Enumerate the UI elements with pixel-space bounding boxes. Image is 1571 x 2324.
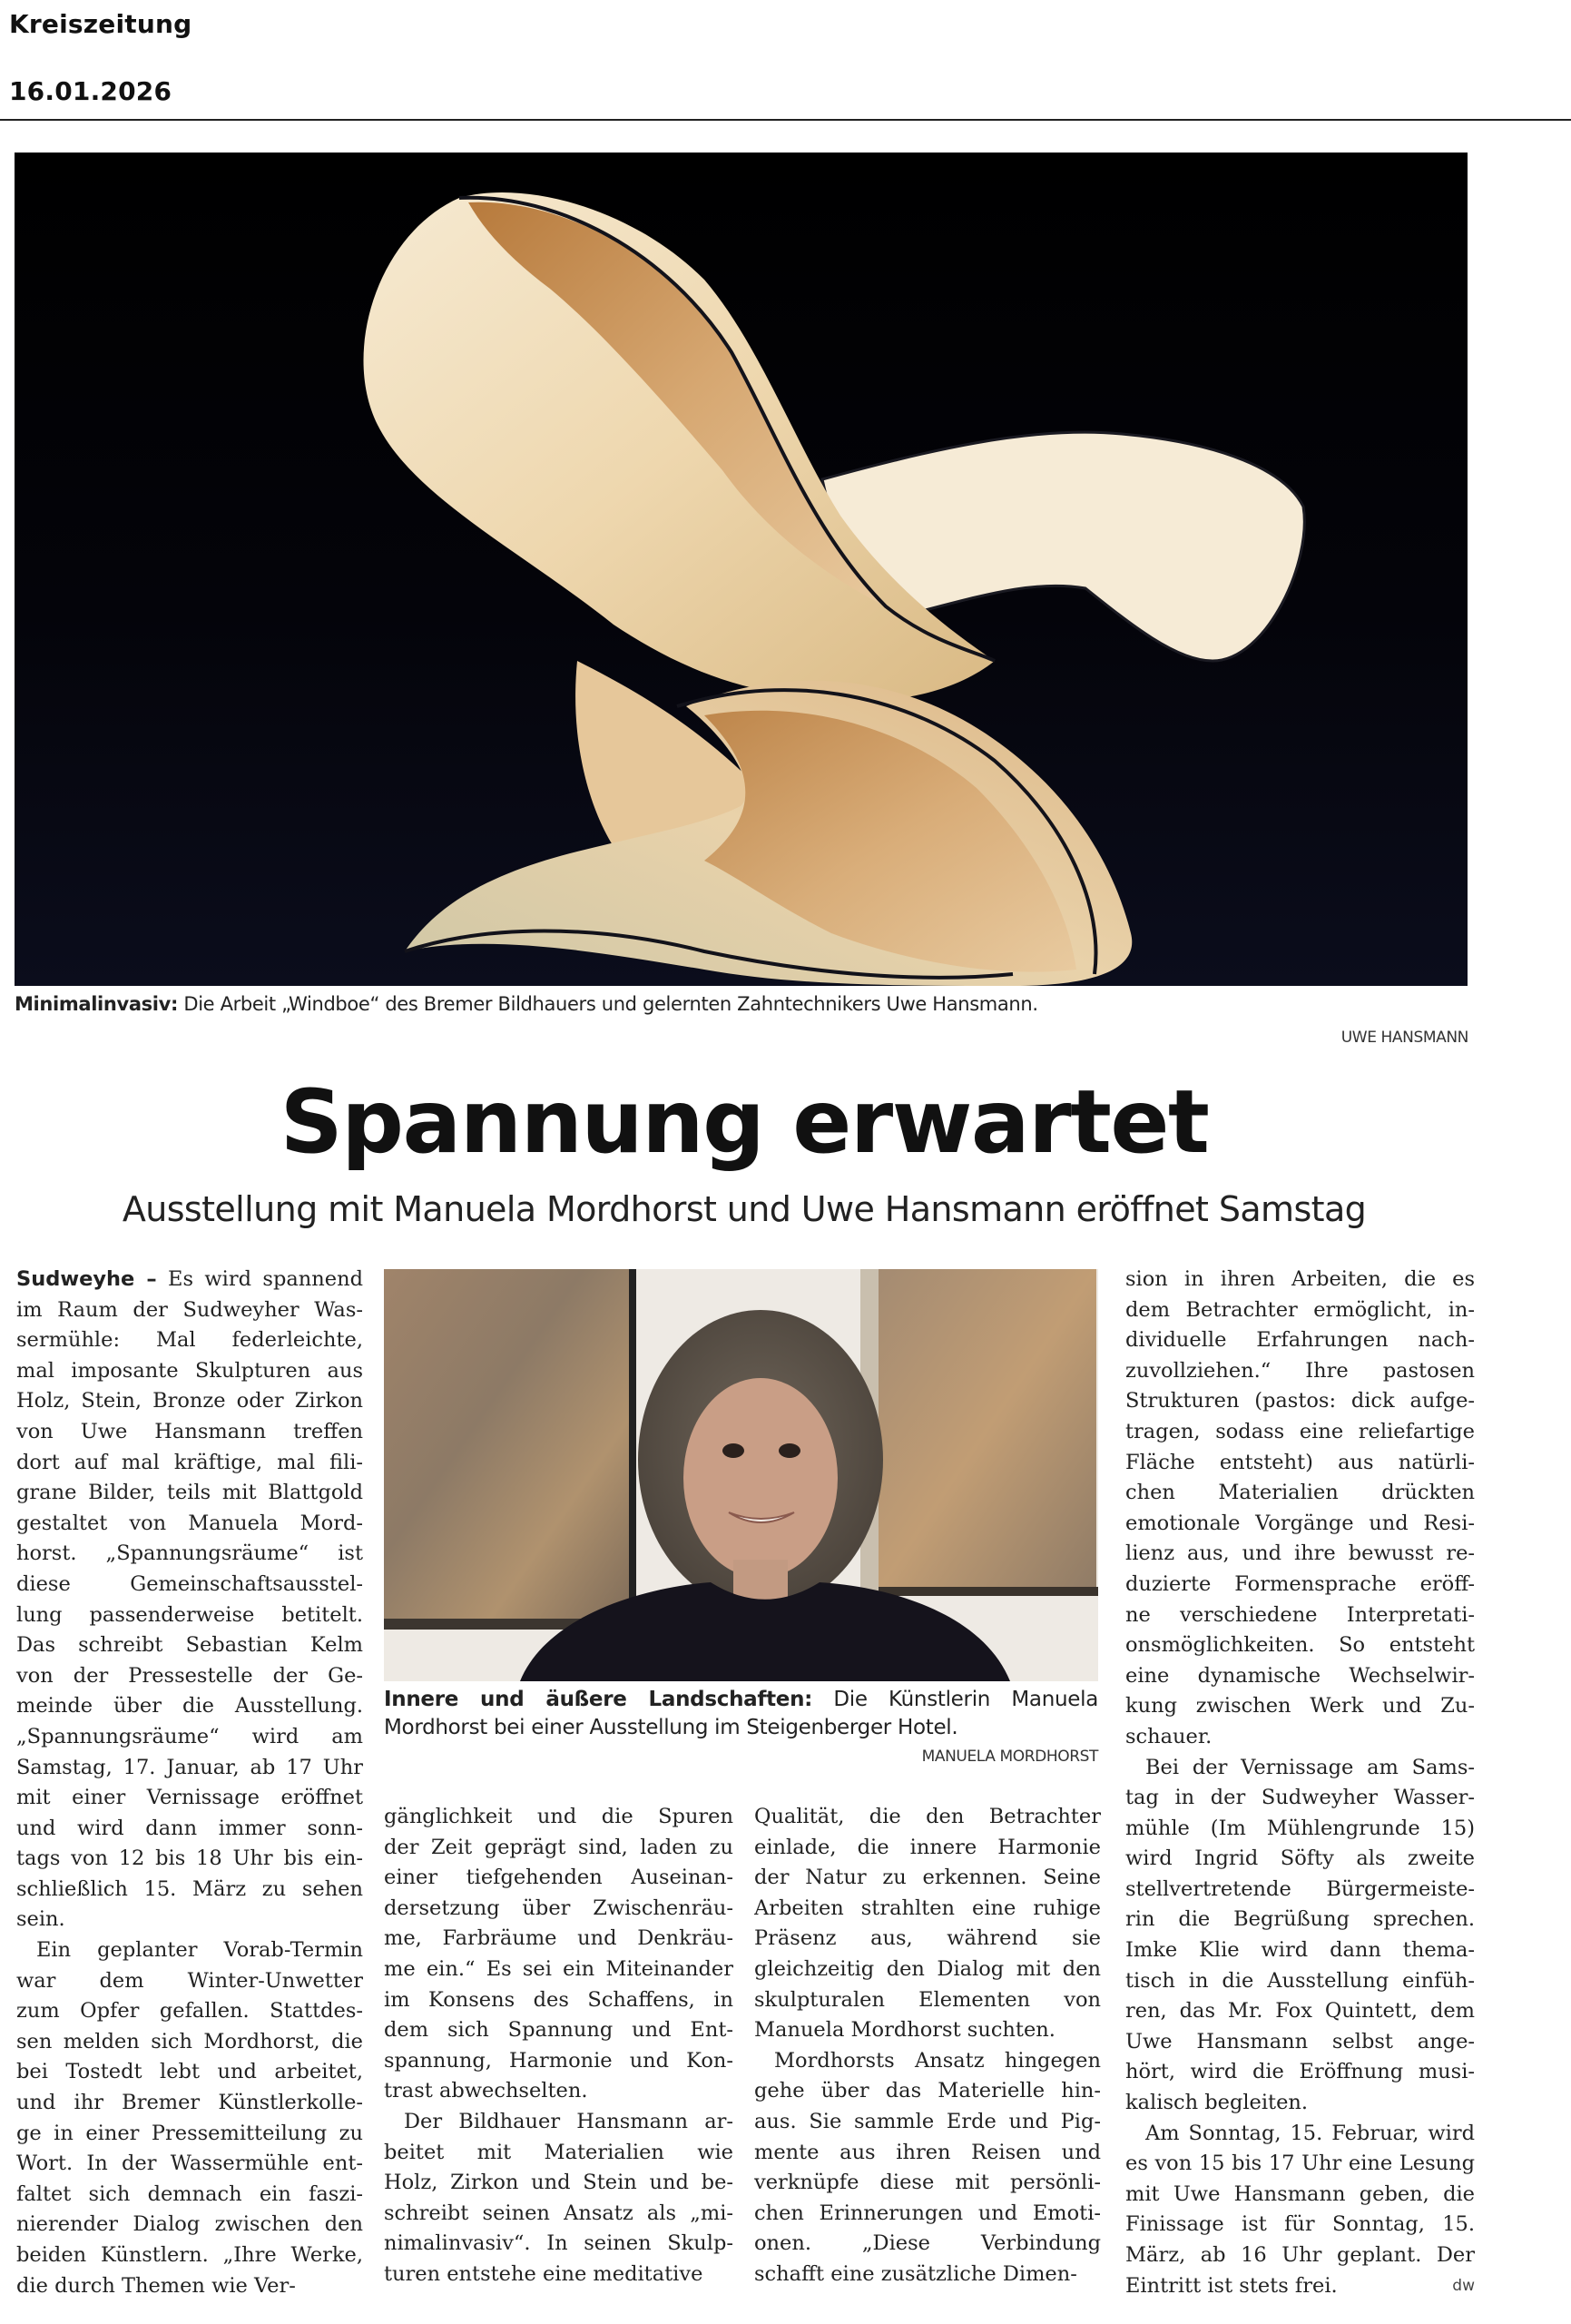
article-headline: Spannung erwartet xyxy=(280,1071,1209,1173)
article-line xyxy=(1125,1630,1475,1661)
article-line-text: Qualität, die den Betrachter xyxy=(754,1805,1101,1828)
article-line-text: dersetzung über Zwischenräu- xyxy=(384,1896,733,1920)
article-line xyxy=(16,1448,363,1479)
article-line xyxy=(16,1966,363,1997)
article-line xyxy=(754,2046,1101,2077)
article-line xyxy=(16,1265,363,1295)
article-line xyxy=(16,1844,363,1875)
article-line-text: bei Tostedt lebt und arbeitet, xyxy=(16,2060,363,2084)
article-line-text: dividuelle Erfahrungen nach- xyxy=(1125,1328,1475,1353)
article-line xyxy=(754,1833,1101,1864)
article-line xyxy=(1125,2149,1475,2180)
article-line-text: kalisch begleiten. xyxy=(1125,2091,1309,2115)
article-line-text: nimalinvasiv“. In seinen Skulp- xyxy=(384,2231,733,2256)
article-line xyxy=(16,2119,363,2150)
article-line-text: Manuela Mordhorst suchten. xyxy=(754,2018,1056,2043)
portrait-caption-lead: Innere und äußere Landschaften: xyxy=(384,1688,813,1711)
article-line-text: Mordhorsts Ansatz hingegen xyxy=(774,2048,1101,2073)
article-line-text: schauer. xyxy=(1125,1724,1213,1748)
article-line-text: lienz aus, und ihre bewusst re- xyxy=(1125,1541,1475,1566)
article-line-text: Arbeiten strahlten eine ruhige xyxy=(754,1896,1101,1920)
article-line-text: gleichzeitig den Dialog mit den xyxy=(754,1956,1101,1981)
article-line-text: mit Uwe Hansmann geben, die xyxy=(1125,2181,1475,2206)
article-line-text: chen Materialien drückten xyxy=(1125,1481,1475,1505)
article-line-text: und wird dann immer sonn- xyxy=(16,1816,363,1840)
article-line-text: schafft eine zusätzliche Dimen- xyxy=(754,2261,1077,2286)
article-line-text: die durch Themen wie Ver- xyxy=(16,2273,296,2298)
article-line xyxy=(1125,2180,1475,2211)
article-line-text: turen entstehe eine meditative xyxy=(384,2261,703,2286)
article-line-text: von Uwe Hansmann treffen xyxy=(16,1419,363,1443)
article-line xyxy=(1125,1905,1475,1935)
article-line xyxy=(754,1924,1101,1955)
article-line-text: chen Erinnerungen und Emoti- xyxy=(754,2201,1101,2225)
article-line-text: meinde über die Ausstellung. xyxy=(16,1694,363,1718)
article-line-text: einer tiefgehenden Auseinan- xyxy=(384,1866,733,1890)
publication-name: Kreiszeitung xyxy=(9,9,192,39)
article-line xyxy=(16,1386,363,1417)
main-photo-sculpture xyxy=(15,153,1468,986)
article-line-text: mente aus ihren Reisen und xyxy=(754,2140,1101,2164)
article-line xyxy=(1125,1814,1475,1845)
article-line-text: ne verschiedene Interpretati- xyxy=(1125,1602,1475,1627)
article-line-text: tags von 12 bis 18 Uhr bis ein- xyxy=(16,1846,363,1871)
article-line xyxy=(754,2260,1101,2290)
article-line-text: der Zeit geprägt sind, laden zu xyxy=(384,1835,733,1859)
article-line xyxy=(384,1894,733,1925)
article-line-text: Wort. In der Wassermühle ent- xyxy=(16,2152,363,2176)
article-line xyxy=(384,2138,733,2169)
article-line-text: Strukturen (pastos: dick aufge- xyxy=(1125,1389,1475,1413)
article-line-text: sein. xyxy=(16,1907,65,1932)
article-line-text: wird Ingrid Söfty als zweite xyxy=(1125,1846,1475,1871)
article-line xyxy=(16,1600,363,1631)
article-line xyxy=(754,1955,1101,1985)
article-line xyxy=(16,1539,363,1570)
article-line-text: Am Sonntag, 15. Februar, wird xyxy=(1145,2121,1475,2145)
article-line-text: verknüpfe diese mit persönli- xyxy=(754,2171,1101,2195)
article-line-text: nierender Dialog zwischen den xyxy=(16,2212,363,2237)
portrait-image xyxy=(384,1269,1098,1681)
article-line-text: me ein.“ Es sei ein Miteinander xyxy=(384,1956,733,1981)
article-line-text: Der Bildhauer Hansmann ar- xyxy=(404,2109,733,2133)
article-line xyxy=(1125,1691,1475,1722)
article-line-text: Samstag, 17. Januar, ab 17 Uhr xyxy=(16,1755,363,1779)
article-line xyxy=(1125,1325,1475,1356)
article-line xyxy=(1125,2088,1475,2119)
article-line-text: tag in der Sudweyher Wasser- xyxy=(1125,1786,1475,1810)
article-subheadline: Ausstellung mit Manuela Mordhorst und Uwe Hansmann eröffnet Samstag xyxy=(122,1189,1367,1229)
article-line-text: ge in einer Pressemitteilung zu xyxy=(16,2121,363,2145)
article-line xyxy=(16,1753,363,1784)
portrait-caption-line-2: Mordhorst bei einer Ausstellung im Steigenberger Hotel. xyxy=(384,1716,958,1739)
article-line-text: gestaltet von Manuela Mord- xyxy=(16,1511,363,1535)
article-line-text: von der Pressestelle der Ge- xyxy=(16,1663,363,1688)
article-line-text: Finissage ist für Sonntag, 15. xyxy=(1125,2212,1475,2237)
article-line xyxy=(384,1833,733,1864)
article-line xyxy=(1125,1600,1475,1631)
article-line xyxy=(1125,1996,1475,2027)
article-line xyxy=(16,1935,363,1966)
article-line xyxy=(384,1863,733,1894)
article-line xyxy=(16,2271,363,2302)
article-line xyxy=(1125,2119,1475,2150)
article-line-text: im Konsens des Schaffens, in xyxy=(384,1987,733,2012)
article-line xyxy=(16,1783,363,1814)
article-line xyxy=(16,1356,363,1387)
article-line xyxy=(1125,1722,1475,1753)
article-line-text: skulpturalen Elementen von xyxy=(754,1987,1101,2012)
article-line xyxy=(1125,1539,1475,1570)
article-line-text: aus. Sie sammle Erde und Pig- xyxy=(754,2109,1101,2133)
article-line xyxy=(16,1996,363,2027)
article-line xyxy=(1125,1386,1475,1417)
article-line-text: faltet sich demnach ein faszi- xyxy=(16,2181,363,2206)
article-line-text: tisch in die Ausstellung einfüh- xyxy=(1125,1968,1475,1993)
article-line xyxy=(16,1478,363,1509)
article-line-text: Das schreibt Sebastian Kelm xyxy=(16,1633,363,1658)
article-line-text: „Spannungsräume“ wird am xyxy=(16,1724,363,1748)
article-line xyxy=(16,1722,363,1753)
article-line-text: Eintritt ist stets frei. xyxy=(1125,2273,1338,2298)
article-line-text: rin die Begrüßung sprechen. xyxy=(1125,1907,1475,1932)
main-photo-caption xyxy=(15,993,1038,1015)
article-line xyxy=(16,2027,363,2058)
article-line xyxy=(1125,1875,1475,1905)
article-line-text: und ihr Bremer Künstlerkolle- xyxy=(16,2091,363,2115)
article-line-text: mit einer Vernissage eröffnet xyxy=(16,1786,363,1810)
article-line xyxy=(754,1894,1101,1925)
article-line-text: emotionale Vorgänge und Resi- xyxy=(1125,1511,1475,1535)
sculpture-image xyxy=(15,153,1468,986)
article-line xyxy=(754,2229,1101,2260)
article-line-text: schließlich 15. März zu sehen xyxy=(16,1876,363,1901)
portrait-caption-text: Die Künstlerin Manuela xyxy=(812,1688,1098,1711)
article-line xyxy=(16,2149,363,2180)
article-line xyxy=(1125,1356,1475,1387)
portrait-photo xyxy=(384,1269,1098,1681)
article-line xyxy=(1125,1661,1475,1692)
article-line-text: diese Gemeinschaftsausstel- xyxy=(16,1571,363,1596)
article-line xyxy=(1125,1753,1475,1784)
article-line xyxy=(16,2240,363,2271)
article-line xyxy=(384,2015,733,2046)
article-line-text: onsmöglichkeiten. So entsteht xyxy=(1125,1633,1475,1658)
article-line xyxy=(1125,1935,1475,1966)
article-line-text: sermühle: Mal federleichte, xyxy=(16,1328,363,1353)
article-line-text: Bei der Vernissage am Sams- xyxy=(1145,1755,1475,1779)
article-line xyxy=(384,2107,733,2138)
article-line xyxy=(754,1863,1101,1894)
article-line xyxy=(1125,1844,1475,1875)
article-line xyxy=(384,2260,733,2290)
portrait-credit: MANUELA MORDHORST xyxy=(921,1748,1098,1766)
article-line-text: gänglichkeit und die Spuren xyxy=(384,1805,733,1828)
article-line xyxy=(1125,1966,1475,1997)
main-photo-caption-text: Die Arbeit „Windboe“ des Bremer Bildhauers und gelernten Zahntechnikers Uwe Hansmann. xyxy=(178,993,1038,1015)
article-line xyxy=(754,2138,1101,2169)
article-line-text: spannung, Harmonie und Kon- xyxy=(384,2048,733,2073)
article-line xyxy=(16,2088,363,2119)
article-line xyxy=(384,2168,733,2199)
article-line xyxy=(1125,2240,1475,2271)
article-line xyxy=(16,1509,363,1540)
article-line xyxy=(1125,2027,1475,2058)
article-line xyxy=(1125,2210,1475,2240)
article-line xyxy=(16,2210,363,2240)
article-line-text: sen melden sich Mordhorst, die xyxy=(16,2029,363,2053)
article-line-text: Holz, Stein, Bronze oder Zirkon xyxy=(16,1389,363,1413)
article-line-text: dort auf mal kräftige, mal fili- xyxy=(16,1450,363,1474)
author-initials: dw xyxy=(1452,2276,1475,2295)
article-line xyxy=(754,2199,1101,2230)
article-line xyxy=(16,2057,363,2088)
article-line-text: dem sich Spannung und Ent- xyxy=(384,2018,733,2043)
article-line xyxy=(384,1924,733,1955)
article-line-text: Ein geplanter Vorab-Termin xyxy=(36,1938,363,1963)
article-line-text: duzierte Formensprache eröff- xyxy=(1125,1571,1475,1596)
article-line xyxy=(1125,1295,1475,1326)
article-line xyxy=(1125,1448,1475,1479)
article-line-text: zum Opfer gefallen. Stattdes- xyxy=(16,1999,363,2024)
article-line xyxy=(384,2076,733,2107)
article-line-text: der Natur zu erkennen. Seine xyxy=(754,1866,1101,1890)
article-line-text: zuvollziehen.“ Ihre pastosen xyxy=(1125,1358,1475,1383)
article-line-text: Es wird spannend xyxy=(156,1267,363,1291)
article-line-text: Fläche entsteht) aus natürli- xyxy=(1125,1450,1475,1474)
article-line-text: trast abwechselten. xyxy=(384,2079,588,2103)
article-column-2 xyxy=(384,1802,733,2290)
article-line xyxy=(16,2180,363,2211)
article-line xyxy=(384,1955,733,1985)
article-column-3 xyxy=(754,1802,1101,2290)
article-line xyxy=(1125,1509,1475,1540)
article-line-text: beiden Künstlern. „Ihre Werke, xyxy=(16,2243,363,2267)
portrait-caption xyxy=(384,1686,1098,1742)
article-line-text: me, Farbräume und Denkräu- xyxy=(384,1926,733,1951)
article-line-text: tragen, sodass eine reliefartige xyxy=(1125,1419,1475,1443)
main-photo-caption-lead: Minimalinvasiv: xyxy=(15,993,179,1015)
article-line-text: kung zwischen Werk und Zu- xyxy=(1125,1694,1475,1718)
article-line xyxy=(384,2199,733,2230)
main-photo-credit: UWE HANSMANN xyxy=(1340,1029,1468,1047)
header-divider xyxy=(0,119,1571,121)
article-line-text: Holz, Zirkon und Stein und be- xyxy=(384,2171,733,2195)
article-line-text: sion in ihren Arbeiten, die es xyxy=(1125,1267,1475,1291)
article-line xyxy=(16,1630,363,1661)
article-line xyxy=(384,2046,733,2077)
article-line xyxy=(1125,1265,1475,1295)
article-line-text: schreibt seinen Ansatz als „mi- xyxy=(384,2201,733,2225)
article-line xyxy=(16,1905,363,1935)
article-line xyxy=(1125,1478,1475,1509)
article-line-text: grane Bilder, teils mit Blattgold xyxy=(16,1481,363,1505)
article-line-text: eine dynamische Wechselwir- xyxy=(1125,1663,1475,1688)
article-line xyxy=(16,1691,363,1722)
article-line-text: dem Betrachter ermöglicht, in- xyxy=(1125,1297,1475,1322)
article-line xyxy=(1125,1783,1475,1814)
article-line-text: lung passenderweise betitelt. xyxy=(16,1602,363,1627)
article-line-text: einlade, die innere Harmonie xyxy=(754,1835,1101,1859)
issue-date: 16.01.2026 xyxy=(9,76,172,106)
article-line xyxy=(384,2229,733,2260)
article-line xyxy=(1125,2057,1475,2088)
article-line xyxy=(384,1802,733,1833)
article-line xyxy=(754,1985,1101,2016)
article-line xyxy=(754,1802,1101,1833)
article-line xyxy=(754,2107,1101,2138)
article-column-1 xyxy=(16,1265,363,2301)
article-line xyxy=(16,1325,363,1356)
article-line xyxy=(16,1875,363,1905)
article-line-text: mal imposante Skulpturen aus xyxy=(16,1358,363,1383)
article-line xyxy=(16,1295,363,1326)
article-column-4 xyxy=(1125,1265,1475,2301)
article-line-text: im Raum der Sudweyher Was- xyxy=(16,1297,363,1322)
article-line-text: mühle (Im Mühlengrunde 15) xyxy=(1125,1816,1475,1840)
article-line xyxy=(754,2076,1101,2107)
article-line-text: Imke Klie wird dann thema- xyxy=(1125,1938,1475,1963)
article-line-text: gehe über das Materielle hin- xyxy=(754,2079,1101,2103)
article-line xyxy=(16,1417,363,1448)
article-line-text: horst. „Spannungsräume“ ist xyxy=(16,1541,363,1566)
article-line-text: Präsenz aus, während sie xyxy=(754,1926,1101,1951)
article-line xyxy=(754,2168,1101,2199)
article-line-text: hört, wird die Eröffnung musi- xyxy=(1125,2060,1475,2084)
article-line-text: ren, das Mr. Fox Quintett, dem xyxy=(1125,1999,1475,2024)
article-line-text: Uwe Hansmann selbst ange- xyxy=(1125,2029,1475,2053)
article-line xyxy=(754,2015,1101,2046)
article-line-text: onen. „Diese Verbindung xyxy=(754,2231,1101,2256)
article-dateline: Sudweyhe – xyxy=(16,1267,157,1291)
article-line xyxy=(1125,1570,1475,1600)
article-line xyxy=(16,1570,363,1600)
article-line-text: März, ab 16 Uhr geplant. Der xyxy=(1125,2243,1475,2267)
article-line-text: war dem Winter-Unwetter xyxy=(16,1968,363,1993)
article-line xyxy=(16,1814,363,1845)
portrait-caption-line-1 xyxy=(384,1686,1098,1714)
article-line xyxy=(16,1661,363,1692)
article-line-text: es von 15 bis 17 Uhr eine Lesung xyxy=(1125,2152,1475,2176)
article-line xyxy=(1125,2271,1475,2302)
article-line-text: stellvertretende Bürgermeiste- xyxy=(1125,1876,1475,1901)
article-line-text: beitet mit Materialien wie xyxy=(384,2140,733,2164)
article-line xyxy=(1125,1417,1475,1448)
article-line xyxy=(384,1985,733,2016)
